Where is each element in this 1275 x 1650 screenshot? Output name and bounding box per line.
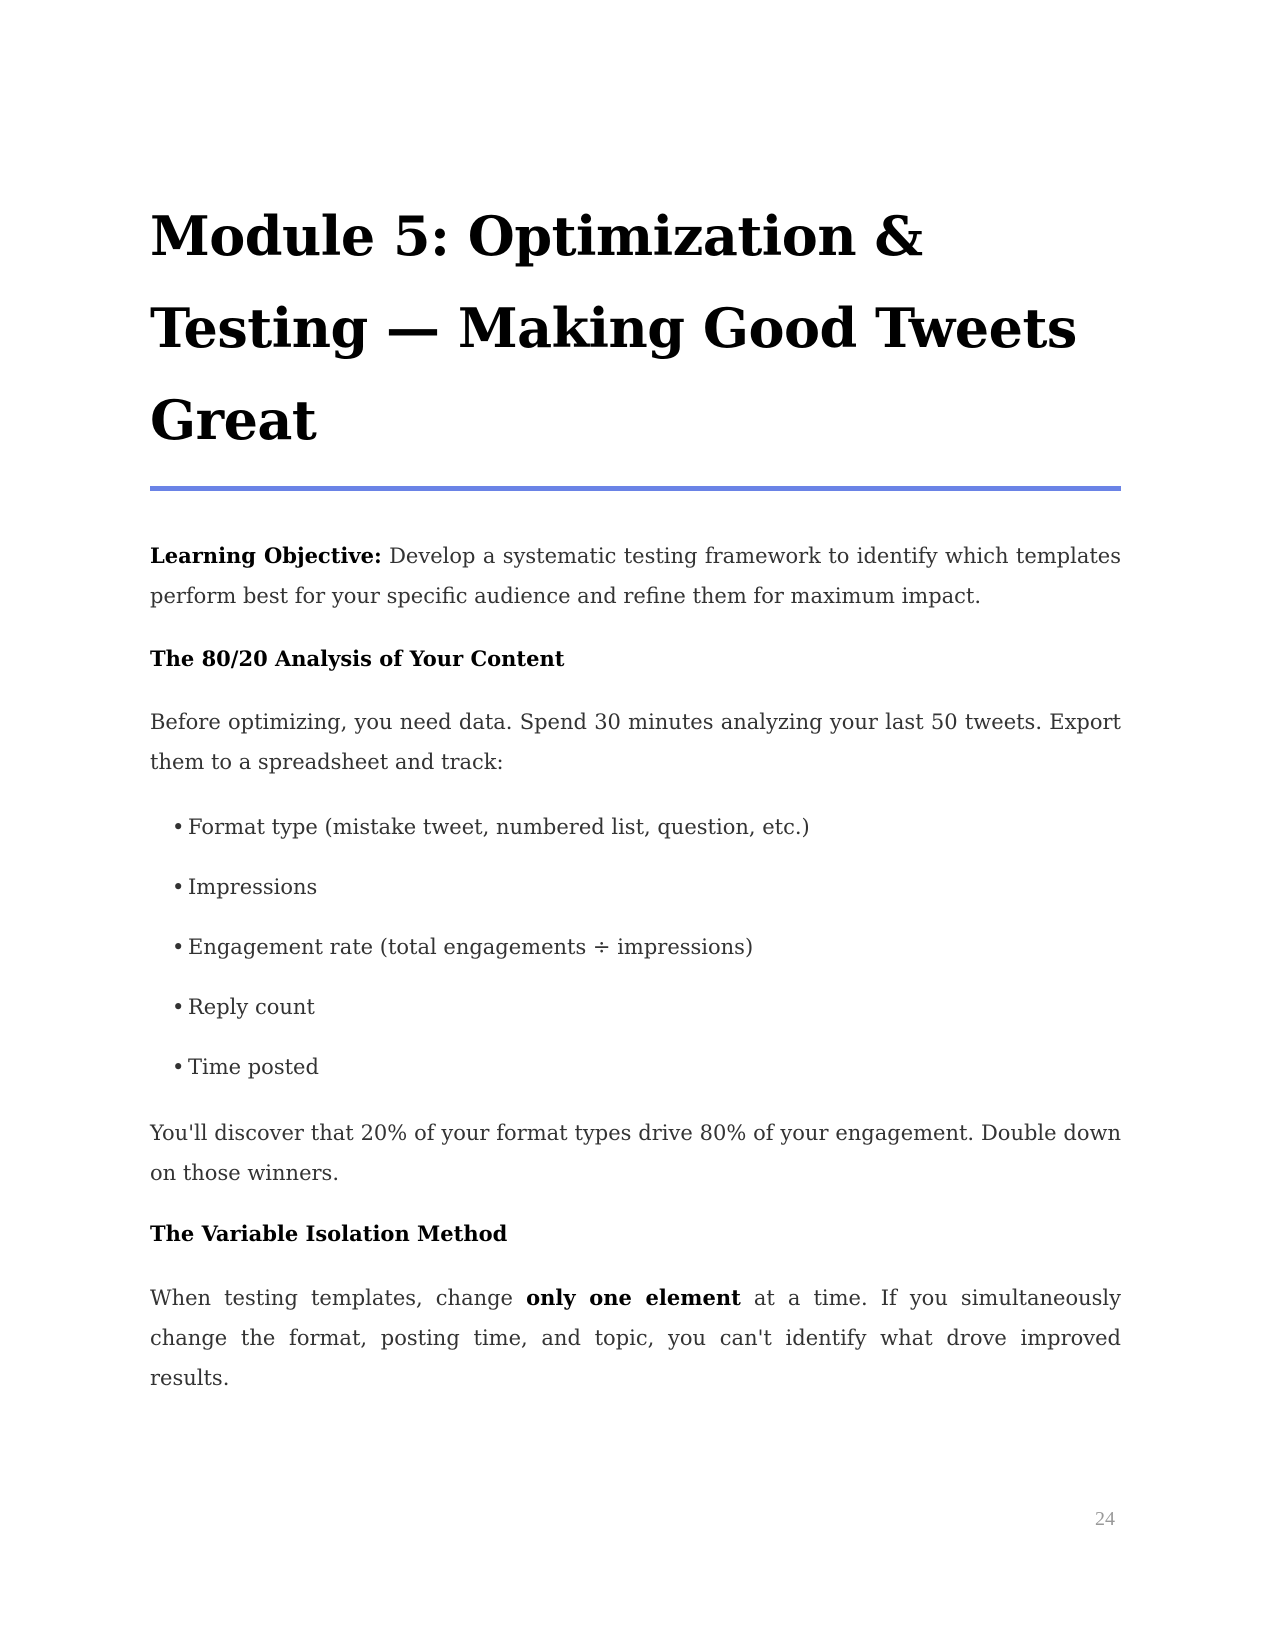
title-line: Great	[150, 388, 317, 452]
tracking-metrics-list	[150, 807, 1121, 1107]
learning-objective-text: Develop a systematic testing framework to identify which templates perform best for your specific audience and refine them for maximum impact.	[150, 544, 1121, 608]
title-line: Testing — Making Good Tweets	[150, 296, 1077, 360]
bullet-icon: •	[172, 1055, 185, 1079]
title-line: Module 5: Optimization &	[150, 204, 923, 268]
emphasis-only-one-element: only one element	[526, 1285, 741, 1310]
list-item: • Impressions	[150, 867, 1121, 927]
list-item: • Reply count	[150, 987, 1121, 1047]
section-heading-variable-isolation: The Variable Isolation Method	[150, 1221, 508, 1246]
section-heading-8020: The 80/20 Analysis of Your Content	[150, 646, 565, 671]
list-item: • Engagement rate (total engagements ÷ impressions)	[150, 927, 1121, 987]
list-item: • Format type (mistake tweet, numbered list, question, etc.)	[150, 807, 1121, 867]
section-8020-intro: Before optimizing, you need data. Spend 30 minutes analyzing your last 50 tweets. Export them to a spreadsheet and track:	[150, 710, 1121, 774]
page-number: 24	[1095, 1508, 1115, 1530]
section-8020-conclusion: You'll discover that 20% of your format types drive 80% of your engagement. Double down on those winners.	[150, 1121, 1121, 1185]
bullet-icon: •	[172, 815, 185, 839]
section-variable-isolation-text: When testing templates, change only one element at a time. If you simultaneously change the format, posting time, and topic, you can't identify what drove improved results.	[150, 1285, 1121, 1390]
learning-objective	[150, 536, 1121, 616]
bullet-icon: •	[172, 935, 185, 959]
learning-objective-label: Learning Objective:	[150, 543, 382, 568]
bullet-icon: •	[172, 995, 185, 1019]
title-divider	[150, 486, 1121, 491]
bullet-icon: •	[172, 875, 185, 899]
module-title	[150, 190, 1150, 466]
list-item: • Time posted	[150, 1047, 1121, 1107]
